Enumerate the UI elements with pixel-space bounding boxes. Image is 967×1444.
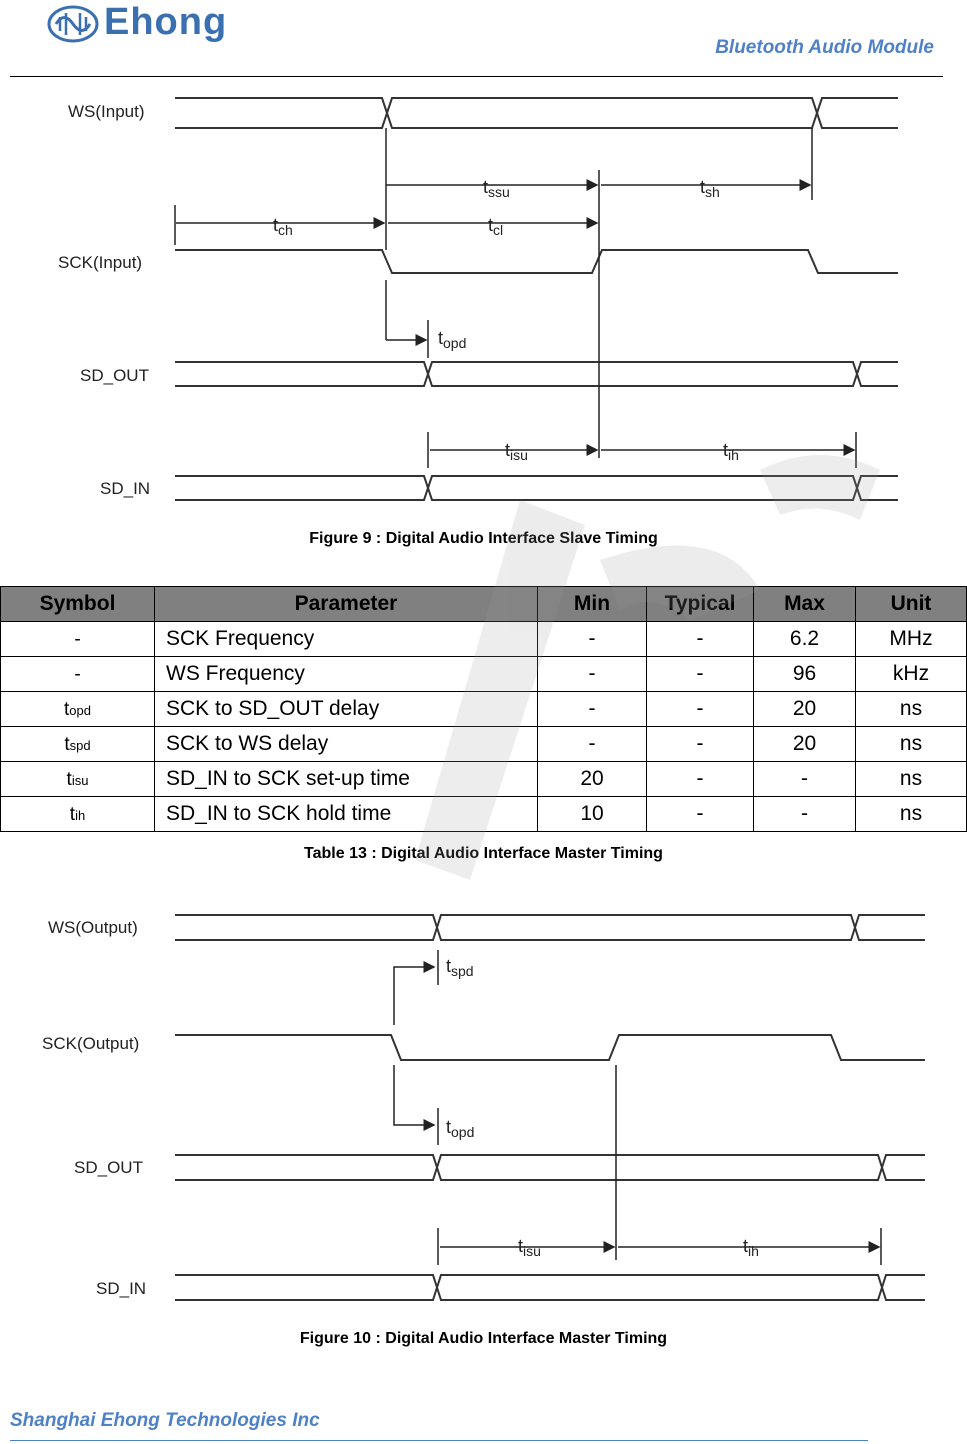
- unit-cell: MHz: [856, 622, 967, 657]
- parameter-cell: WS Frequency: [155, 657, 538, 692]
- ws-output-waveform: [175, 915, 925, 940]
- column-header: Typical: [647, 587, 754, 622]
- column-header: Min: [538, 587, 647, 622]
- parameter-cell: SD_IN to SCK set-up time: [155, 762, 538, 797]
- table-row: [1, 762, 967, 797]
- timing-label: $t_{opd}$: [446, 1117, 475, 1140]
- tspd-arrow: [394, 967, 434, 1025]
- sd-in-waveform: [175, 476, 898, 500]
- symbol-cell: -: [1, 657, 155, 692]
- table-row: [1, 657, 967, 692]
- company-logo: [46, 3, 276, 45]
- column-header: Symbol: [1, 587, 155, 622]
- signal-label: WS(Output): [48, 918, 138, 937]
- column-header: Unit: [856, 587, 967, 622]
- signal-label: WS(Input): [68, 102, 145, 121]
- footer-divider: [10, 1440, 868, 1441]
- signal-label: SD_IN: [96, 1279, 147, 1298]
- signal-label: SD_OUT: [74, 1158, 143, 1177]
- timing-label: $t_{spd}$: [446, 956, 474, 979]
- typical-cell: -: [647, 657, 754, 692]
- table13-caption: Table 13 : Digital Audio Interface Master Timing: [304, 845, 663, 862]
- timing-table: [0, 586, 967, 832]
- column-header: Parameter: [155, 587, 538, 622]
- symbol-cell: tspd: [1, 727, 155, 762]
- parameter-cell: SCK Frequency: [155, 622, 538, 657]
- sd-out-waveform: [175, 362, 898, 386]
- timing-label: $t_{sh}$: [700, 177, 720, 200]
- parameter-cell: SCK to SD_OUT delay: [155, 692, 538, 727]
- symbol-cell: -: [1, 622, 155, 657]
- timing-label: $t_{ssu}$: [483, 177, 510, 200]
- company-name: Ehong: [104, 1, 228, 43]
- unit-cell: ns: [856, 797, 967, 832]
- min-cell: -: [538, 622, 647, 657]
- timing-label: $t_{isu}$: [518, 1236, 541, 1259]
- min-cell: -: [538, 657, 647, 692]
- timing-label: $t_{ch}$: [273, 215, 293, 238]
- min-cell: -: [538, 692, 647, 727]
- document-title: Bluetooth Audio Module: [715, 37, 934, 58]
- max-cell: 96: [754, 657, 856, 692]
- symbol-cell: tih: [1, 797, 155, 832]
- typical-cell: -: [647, 797, 754, 832]
- column-header: Max: [754, 587, 856, 622]
- timing-label: $t_{ih}$: [723, 440, 739, 463]
- timing-label: $t_{opd}$: [438, 328, 467, 351]
- typical-cell: -: [647, 622, 754, 657]
- logo-icon: [46, 3, 102, 45]
- signal-label: SCK(Output): [42, 1034, 140, 1053]
- sd-out-waveform: [175, 1155, 925, 1180]
- footer-company: Shanghai Ehong Technologies Inc: [10, 1410, 320, 1431]
- unit-cell: kHz: [856, 657, 967, 692]
- typical-cell: -: [647, 762, 754, 797]
- typical-cell: -: [647, 727, 754, 762]
- table-header-row: [1, 587, 967, 622]
- parameter-cell: SD_IN to SCK hold time: [155, 797, 538, 832]
- table-row: [1, 692, 967, 727]
- min-cell: 10: [538, 797, 647, 832]
- symbol-cell: topd: [1, 692, 155, 727]
- symbol-cell: tisu: [1, 762, 155, 797]
- table-row: [1, 797, 967, 832]
- master-timing-diagram: [0, 895, 967, 1320]
- typical-cell: -: [647, 692, 754, 727]
- max-cell: -: [754, 797, 856, 832]
- sck-output-waveform: [175, 1035, 925, 1060]
- slave-timing-diagram: [0, 80, 967, 520]
- timing-label: $t_{ih}$: [743, 1236, 759, 1259]
- signal-label: SD_OUT: [80, 366, 149, 385]
- figure9-caption: Figure 9 : Digital Audio Interface Slave Timing: [309, 530, 658, 547]
- signal-label: SCK(Input): [58, 253, 143, 272]
- topd-arrow: [394, 1065, 434, 1125]
- max-cell: 20: [754, 692, 856, 727]
- max-cell: 20: [754, 727, 856, 762]
- unit-cell: ns: [856, 727, 967, 762]
- timing-label: $t_{cl}$: [488, 215, 504, 238]
- sck-input-waveform: [175, 250, 898, 273]
- max-cell: 6.2: [754, 622, 856, 657]
- unit-cell: ns: [856, 762, 967, 797]
- parameter-cell: SCK to WS delay: [155, 727, 538, 762]
- figure10-caption: Figure 10 : Digital Audio Interface Master Timing: [299, 1330, 668, 1347]
- signal-label: SD_IN: [100, 479, 151, 498]
- unit-cell: ns: [856, 692, 967, 727]
- sd-in-waveform: [175, 1275, 925, 1300]
- header-divider: [10, 76, 943, 77]
- table-row: [1, 727, 967, 762]
- table-row: [1, 622, 967, 657]
- min-cell: 20: [538, 762, 647, 797]
- ws-input-waveform: [175, 98, 898, 128]
- max-cell: -: [754, 762, 856, 797]
- timing-label: $t_{isu}$: [505, 440, 528, 463]
- min-cell: -: [538, 727, 647, 762]
